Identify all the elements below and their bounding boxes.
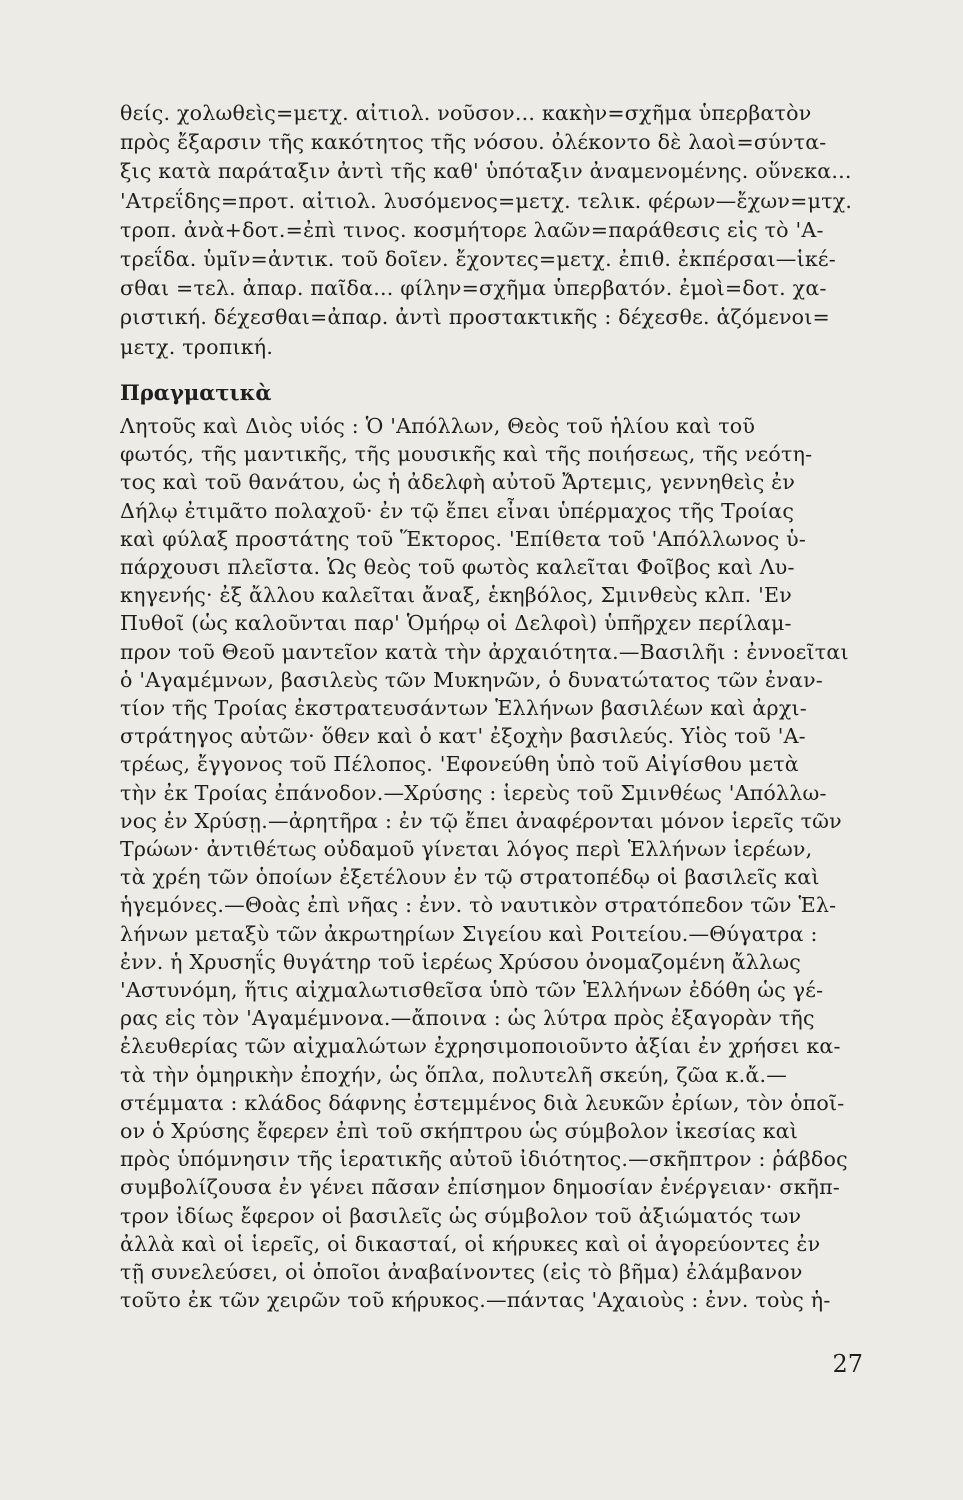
- notes-line: τρεΐδα. ὑμῖν=ἀντικ. τοῦ δοῖεν. ἔχοντες=μετχ. ἐπιθ. ἐκπέρσαι—ἱκέ-: [120, 247, 836, 271]
- body-line: πάρχουσι πλεῖστα. Ὡς θεὸς τοῦ φωτὸς καλεῖται Φοῖβος καὶ Λυ-: [120, 555, 795, 579]
- body-line: ἐνν. ἡ Χρυσηΐς θυγάτηρ τοῦ ἱερέως Χρύσου ὀνομαζομένη ἄλλως: [120, 949, 802, 974]
- notes-line: μετχ. τροπική.: [120, 334, 274, 359]
- body-line: στέμματα : κλάδος δάφνης ἐστεμμένος διὰ λευκῶν ἐρίων, τὸν ὁποῖ-: [120, 1090, 845, 1115]
- body-line: τρον ἰδίως ἔφερον οἱ βασιλεῖς ὡς σύμβολον τοῦ ἀξιώματός των: [120, 1203, 802, 1228]
- body-line: τὰ χρέη τῶν ὁποίων ἐξετέλουν ἐν τῷ στρατοπέδῳ οἱ βασιλεῖς καὶ: [120, 865, 820, 890]
- page-number: 27: [832, 1350, 863, 1378]
- body-line: ρας εἰς τὸν 'Αγαμέμνονα.—ἄποινα : ὡς λύτρα πρὸς ἐξαγορὰν τῆς: [120, 1006, 815, 1031]
- body-line: Τρώων· ἀντιθέτως οὐδαμοῦ γίνεται λόγος περὶ Ἑλλήνων ἱερέων,: [120, 837, 813, 861]
- notes-line: πρὸς ἔξαρσιν τῆς κακότητος τῆς νόσου. ὀλέκοντο δὲ λαοὶ=σύντα-: [120, 130, 827, 155]
- body-line: ον ὁ Χρύσης ἔφερεν ἐπὶ τοῦ σκήπτρου ὡς σύμβολον ἱκεσίας καὶ: [120, 1119, 799, 1143]
- notes-line: ξις κατὰ παράταξιν ἀντὶ τῆς καθ' ὑπόταξιν ἀναμενομένης. οὕνεκα...: [120, 159, 852, 184]
- body-line: καὶ φύλαξ προστάτης τοῦ Ἕκτορος. 'Επίθετα τοῦ 'Απόλλωνος ὑ-: [120, 526, 807, 551]
- body-line: πρὸς ὑπόμνησιν τῆς ἱερατικῆς αὐτοῦ ἰδιότητος.—σκῆπτρον : ῥάβδος: [120, 1147, 848, 1172]
- body-line: Πυθοῖ (ὡς καλοῦνται παρ' Ὁμήρῳ οἱ Δελφοὶ) ὑπῆρχεν περίλαμ-: [120, 611, 792, 636]
- body-line: τῇ συνελεύσει, οἱ ὁποῖοι ἀναβαίνοντες (εἰς τὸ βῆμα) ἐλάμβανον: [120, 1260, 803, 1284]
- notes-line: 'Ατρεΐδης=προτ. αἰτιολ. λυσόμενος=μετχ. τελικ. φέρων—ἔχων=μτχ.: [120, 188, 853, 213]
- body-line: τίον τῆς Τροίας ἐκστρατευσάντων Ἑλλήνων βασιλέων καὶ ἀρχι-: [120, 696, 807, 720]
- body-line: τὰ τὴν ὁμηρικὴν ἐποχήν, ὡς ὅπλα, πολυτελῆ σκεύη, ζῶα κ.ἄ.—: [120, 1062, 788, 1087]
- body-line: Λητοῦς καὶ Διὸς υἱός : Ὁ 'Απόλλων, Θεὸς τοῦ ἡλίου καὶ τοῦ: [120, 414, 756, 438]
- section-heading: Πραγματικὰ: [120, 380, 272, 405]
- body-line: προν τοῦ Θεοῦ μαντεῖον κατὰ τὴν ἀρχαιότητα.—Βασιλῆι : ἐννοεῖται: [120, 639, 849, 664]
- body-line: τοῦτο ἐκ τῶν χειρῶν τοῦ κήρυκος.—πάντας 'Αχαιοὺς : ἐνν. τοὺς ἡ-: [120, 1288, 831, 1313]
- body-line: λήνων μεταξὺ τῶν ἀκρωτηρίων Σιγείου καὶ Ροιτείου.—Θύγατρα :: [120, 921, 818, 946]
- body-line: ὁ 'Αγαμέμνων, βασιλεὺς τῶν Μυκηνῶν, ὁ δυνατώτατος τῶν ἐναν-: [120, 667, 823, 692]
- notes-line: σθαι =τελ. ἀπαρ. παῖδα... φίλην=σχῆμα ὑπερβατόν. ἐμοὶ=δοτ. χα-: [120, 276, 827, 301]
- body-line: ἡγεμόνες.—Θοὰς ἐπὶ νῆας : ἐνν. τὸ ναυτικὸν στρατόπεδον τῶν Ἑλ-: [120, 893, 837, 918]
- body-line: 'Αστυνόμη, ἥτις αἰχμαλωτισθεῖσα ὑπὸ τῶν Ἑλλήνων ἐδόθη ὡς γέ-: [120, 978, 824, 1002]
- notes-line: ριστική. δέχεσθαι=ἀπαρ. ἀντὶ προστακτικῆς : δέχεσθε. ἁζόμενοι=: [120, 305, 831, 330]
- body-line: συμβολίζουσα ἐν γένει πᾶσαν ἐπίσημον δημοσίαν ἐνέργειαν· σκῆπ-: [120, 1175, 840, 1200]
- body-line: κηγενής· ἐξ ἄλλου καλεῖται ἄναξ, ἑκηβόλος, Σμινθεὺς κλπ. 'Εν: [120, 583, 792, 608]
- notes-line: τροπ. ἀνὰ+δοτ.=ἐπὶ τινος. κοσμήτορε λαῶν=παράθεσις εἰς τὸ 'Α-: [120, 217, 824, 242]
- body-line: τος καὶ τοῦ θανάτου, ὡς ἡ ἀδελφὴ αὐτοῦ Ἄρτεμις, γεννηθεὶς ἐν: [120, 470, 796, 495]
- body-line: τρέως, ἔγγονος τοῦ Πέλοπος. 'Εφονεύθη ὑπὸ τοῦ Αἰγίσθου μετὰ: [120, 752, 799, 777]
- body-line: ἀλλὰ καὶ οἱ ἱερεῖς, οἱ δικασταί, οἱ κήρυκες καὶ οἱ ἀγορεύοντες ἐν: [120, 1231, 821, 1256]
- body-line: ἐλευθερίας τῶν αἰχμαλώτων ἐχρησιμοποιοῦντο ἀξίαι ἐν χρήσει κα-: [120, 1034, 841, 1059]
- body-line: Δήλῳ ἐτιμᾶτο πολαχοῦ· ἐν τῷ ἔπει εἶναι ὑπέρμαχος τῆς Τροίας: [120, 498, 795, 523]
- body-line: τὴν ἐκ Τροίας ἐπάνοδον.—Χρύσης : ἱερεὺς τοῦ Σμινθέως 'Απόλλω-: [120, 780, 827, 805]
- body-line: νος ἐν Χρύσῃ.—ἀρητῆρα : ἐν τῷ ἔπει ἀναφέρονται μόνον ἱερεῖς τῶν: [120, 808, 842, 833]
- body-line: φωτός, τῆς μαντικῆς, τῆς μουσικῆς καὶ τῆς ποιήσεως, τῆς νεότη-: [120, 442, 813, 467]
- notes-line: θείς. χολωθεὶς=μετχ. αἰτιολ. νοῦσον... κακὴν=σχῆμα ὑπερβατὸν: [120, 101, 812, 125]
- body-line: στράτηγος αὐτῶν· ὅθεν καὶ ὁ κατ' ἐξοχὴν βασιλεύς. Υἱὸς τοῦ 'Α-: [120, 724, 806, 749]
